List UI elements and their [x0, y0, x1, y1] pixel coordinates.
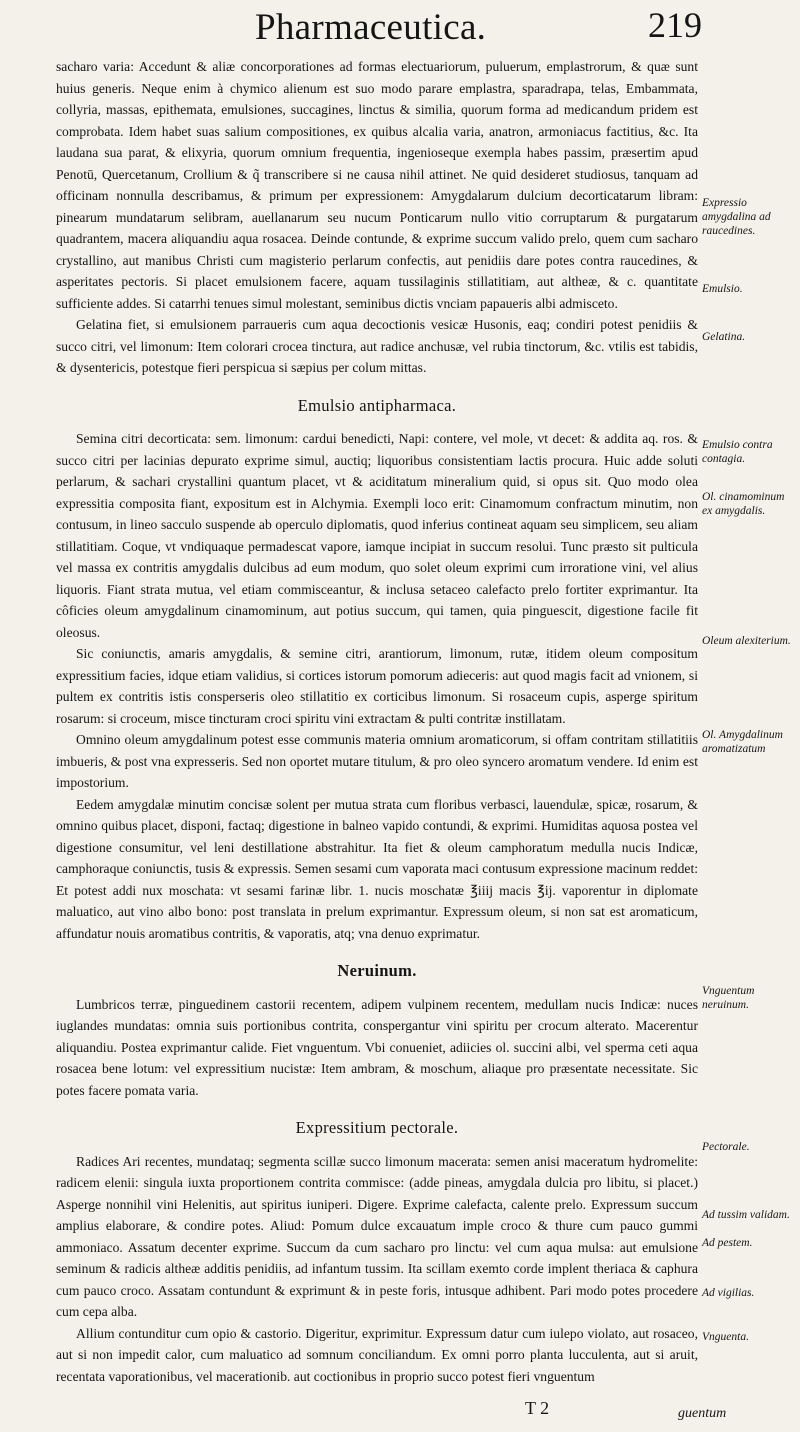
page-number: 219: [648, 5, 702, 45]
margin-notes-column: [702, 0, 798, 1432]
margin-note: Vnguentum neruinum.: [702, 985, 755, 1011]
margin-note: Ad tussim validam.: [702, 1209, 790, 1221]
margin-note: Pectorale.: [702, 1141, 750, 1153]
paragraph: Omnino oleum amygdalinum potest esse communis materia omnium aromaticorum, si offam contritam stillatitiis imbueris, & post vna expresseris. Sed non oportet mutare titulum, & pro oleo syncero aromatum vendere. Id enim est impostorium.: [56, 732, 698, 790]
paragraph: Gelatina fiet, si emulsionem parraueris cum aqua decoctionis vesicæ Husonis, eaq; condiri potest penidiis & succo citri, vel limonum: Item colorari crocea tinctura, aut radice anchusæ, vel rubia tinctorum, &c. vtilis est tabidis, & dysentericis, potestque fieri perspicua si sæpius per colum mittas.: [56, 317, 698, 375]
section-heading: Neruinum.: [337, 961, 417, 980]
paragraph: Semina citri decorticata: sem. limonum: cardui benedicti, Napi: contere, vel mole, vt decet: & addita aq. ros. & succo citri per lacinias depurato exprime simul, auctiq; liquoribus consistentiam lactis procura. Huic adde soluti perlarum, & sachari crystallini quantum placet, vt & aciditatum mineralium quid, si opus sit. Quo modo olea expressitia composita fiant, expositum est in Alchymia. Exempli loco erit: Cinamomum confractum minutim, non contusum, in lineo sacculo suspende ab operculo diplomatis, quod inferius contineat aquam seu simplicem, seu aliam stillatitiam. Coque, vt vndiquaque permadescat vapore, iamque incipiat in succum resolui. Tunc præsto sit pulticula vel massa ex contritis amygdalis dulcibus ad eum modum, quo solet oleum exprimi cum irroratione vini, vel alius liquoris. Fiant strata mutua, vel etiam commisceantur, & inclusa setaceo calefacto prelo fortiter exprimantur. Ita côficies oleum amygdalinum cinamominum, aut potius succum, qui tamen, quia pinguescit, digestione facile fit oleosus.: [56, 431, 698, 640]
running-title: Pharmaceutica.: [255, 7, 487, 48]
margin-note: Vnguenta.: [702, 1331, 749, 1343]
margin-note: Emulsio contra contagia.: [702, 439, 773, 465]
paragraph: Lumbricos terræ, pinguedinem castorii recentem, adipem vulpinem recentem, medullam nucis Indicæ: nuces iuglandes mundatas: omnia suis portionibus contrita, conspergantur vini spiritu per crocum alterato. Macerentur aliquandiu. Postea exprimantur calide. Fiet vnguentum. Vbi conueniet, adiicies ol. succini albi, vel sperma ceti aqua rosacea bene lotum: vel expressitium nucistæ: Item ambram, & moschum, aliaque pro præsentate necessitate. Sic potes facere pomata varia.: [56, 996, 698, 1098]
paragraph: Allium contunditur cum opio & castorio. Digeritur, exprimitur. Expressum datur cum iulepo violato, aut rosaceo, aut si non impedit calor, cum maluatico ad somnum conciliandum. Ex omni porro planta lucculenta, aut si aruit, recentata vaporationibus, vel macerationib. aut coctionibus in proprio succo potest fieri vnguentum: [56, 1325, 698, 1384]
paragraph: Eedem amygdalæ minutim concisæ solent per mutua strata cum floribus verbasci, lauendulæ, spicæ, rosarum, & omnino quibus placet, disponi, factaq; digestione in balneo vapido contundi, & exprimi. Humiditas aquosa postea vel digestione consumitur, vel leni destillatione abstrahitur. Ita fiet & oleum camphoratum medulla nucis Indicæ, camphoraque coniunctis, tusis & expressis. Semen sesami cum vaporata maci contusum expressione macinum reddet: Et potest addi nux moschata: vt sesami farinæ libr. 1. nucis moschatæ ℥iiij macis ℥ij. vaporentur in diplomate maluatico, aut vino albo bono: post translata in prelum exprimantur. Expressum oleum, si non sat est aromaticum, affundatur nouis aromatibus contritis, & vaporatis, atq; vna denuo exprimatur.: [56, 796, 698, 941]
margin-note: Ad vigilias.: [702, 1287, 755, 1299]
margin-note: Ad pestem.: [702, 1237, 753, 1249]
margin-note: Oleum alexiterium.: [702, 635, 791, 647]
margin-note: Ol. Amygdalinum aromatizatum: [702, 729, 783, 755]
margin-note: Gelatina.: [702, 331, 746, 343]
paragraph: Radices Ari recentes, mundataq; segmenta scillæ succo limonum macerata: semen anisi maceratum hydromelite: radicem elenii: singula iuxta proportionem contrita commisce: (adde pineas, amygdala dulcia pro libitu, si placet.) Asperge nonnihil vini Helenitis, aut spiritus iuniperi. Digere. Exprime calefacta, calente prelo. Expressum succum amplius elaborare, & condire potes. Aliud: Pomum dulce excauatum imple croco & thure cum pauco gummi ammoniaco. Assatum decenter exprime. Succum da cum sacharo pro linctu: vel cum aqua mulsa: aut emulsione seminum & radicis altheæ additis penidiis, ad infantum tussim. Ita scillam exemto corde implent theriaca & caphura cum pauco croco. Assatam contundunt & exprimunt & in peste foris, intusque adhibent. Pari modo potes procedere cum cepa alba.: [56, 1153, 698, 1319]
page-header: [0, 0, 800, 52]
section-heading: Emulsio antipharmaca.: [297, 395, 457, 415]
margin-note: Ol. cinamominum ex amygdalis.: [702, 491, 785, 517]
margin-note: Emulsio.: [702, 283, 743, 295]
paragraph: Sic coniunctis, amaris amygdalis, & semine citri, arantiorum, limonum, rutæ, itidem oleum compositum expressitium facies, idque etiam validius, si cortices istorum pomorum adieceris: aut quod magis facit ad vnionem, si pultem ex contritis istis consperseris oleo stillatitio ex corticibus limonum. Si rosaceum cupis, asperge spiritum rosarum: si croceum, misce tincturam croci spiritu vini extractam & pulti contritæ instillatam.: [56, 646, 698, 726]
paragraph: sacharo varia: Accedunt & aliæ concorporationes ad formas electuariorum, puluerum, emplastrorum, & quæ sunt huius generis. Neque enim à chymico alienum est suo modo parare emplastra, sparadrapa, telas, Embammata, collyria, massas, epithemata, emulsiones, succagines, linctus & similia, quorum forma ad medicandum pridem est comprobata. Idem habet suas salium compositiones, ex quibus alcalia varia, anatron, armoniacus factitius, &c. Ita laudana sua parat, & elixyria, quorum omnium frequentia, ingenioseque exempla habes passim, præsertim apud Penotū, Quercetanum, Crollium & q̃ transcribere si ne causa nihil attinet. Ne quid desideret studiosus, tanquam ad officinam nonnulla describamus, & primum per expressionem: Amygdalarum dulcium decorticatarum libram: pinearum mundatarum selibram, auellanarum seu nucum Ponticarum nullo vitio corruptarum & purgatarum quadrantem, macera aliquandiu aqua rosacea. Deinde contunde, & exprime succum valido prelo, quem cum sacharo crystallino, aut manibus Christi cum magisterio perlarum confectis, aut penidiis dare potes contra raucedines, & asperitates pectoris. Si placet emulsionem facere, aquam tussilaginis stillatitiam, aut altheæ, & c. quantitate sufficiente addes. Si catarrhi tenues simul molestant, seminibus dictis vnciam papaueris albi admisceto.: [56, 59, 698, 311]
section-heading: Expressitium pectorale.: [295, 1118, 459, 1137]
margin-note: Expressio amygdalina ad raucedines.: [702, 197, 771, 237]
catchword: guentum: [678, 1406, 727, 1421]
main-text-column: [56, 56, 698, 1387]
signature-mark: T 2: [525, 1398, 550, 1418]
